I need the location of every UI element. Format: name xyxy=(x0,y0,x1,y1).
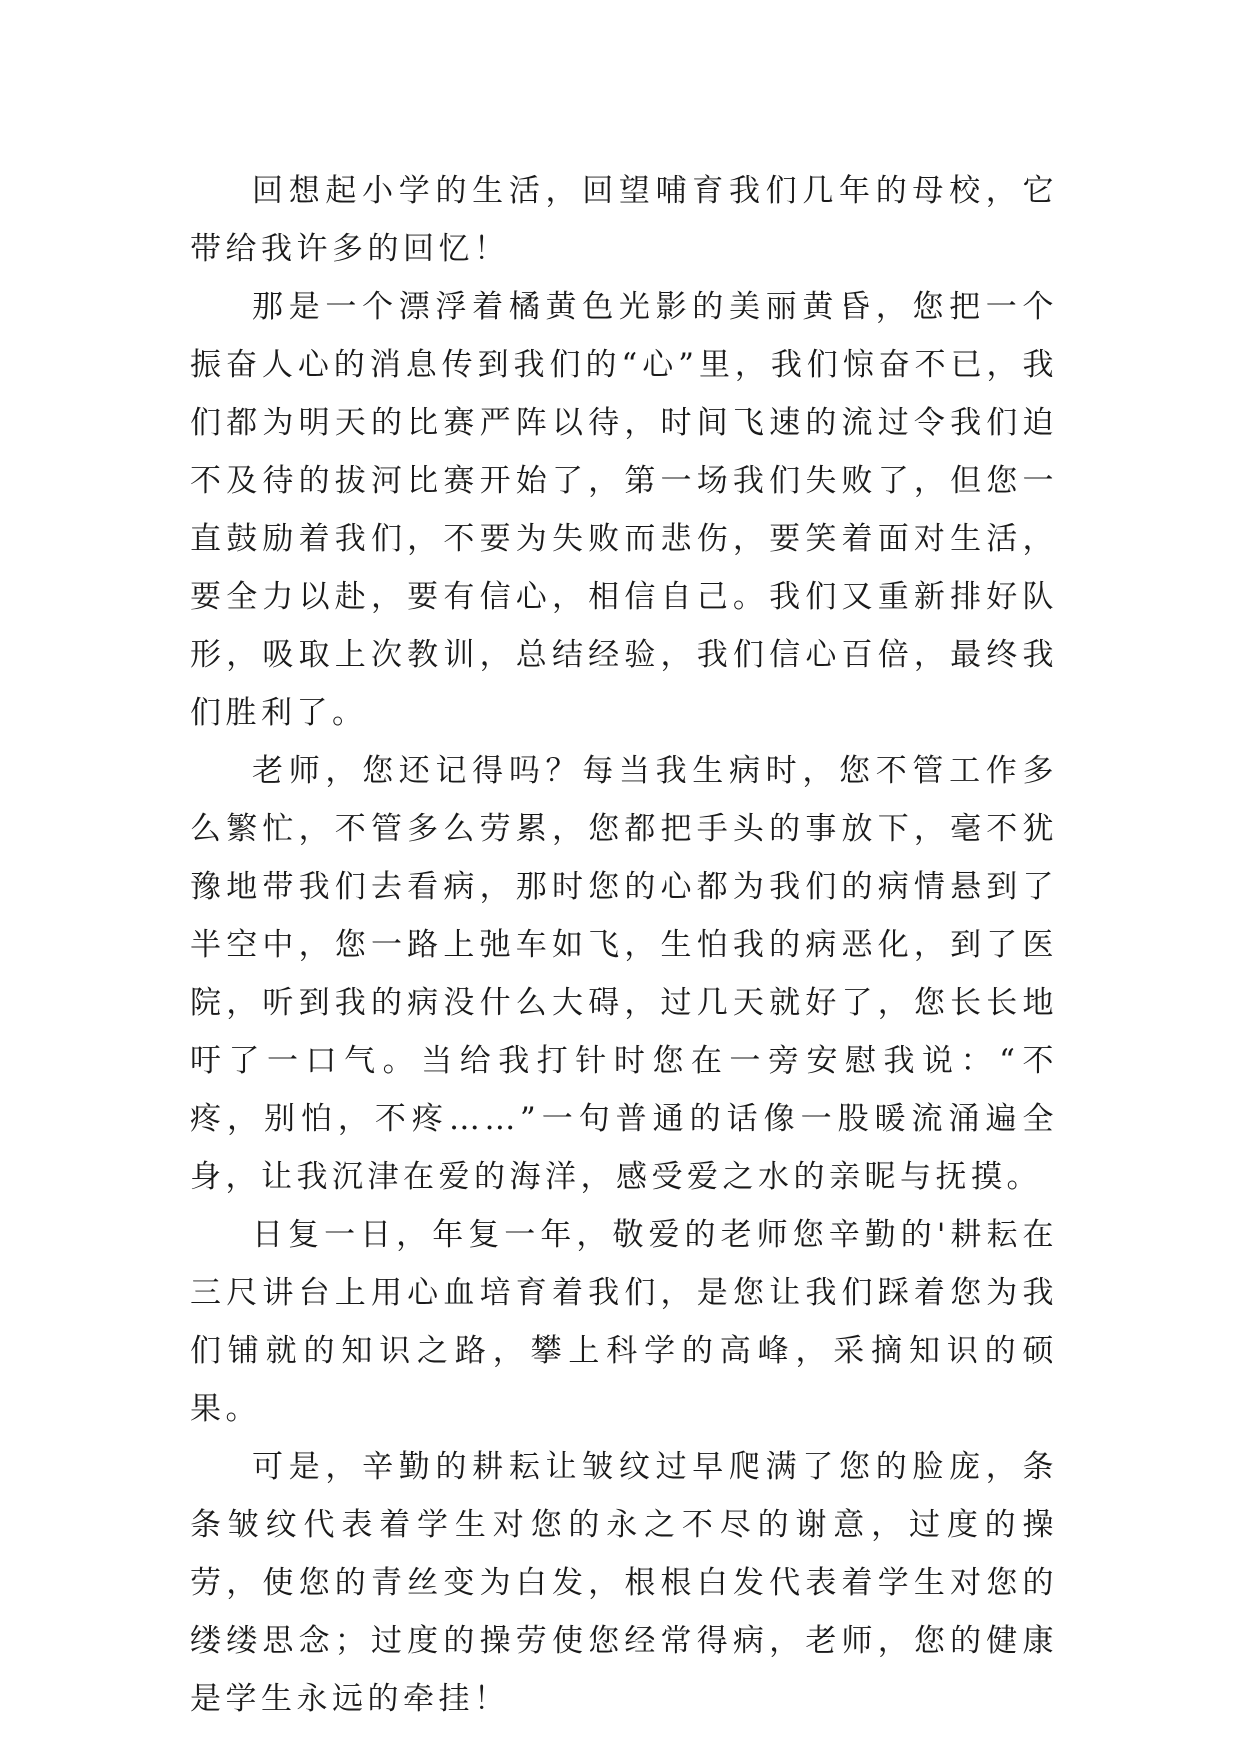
paragraph-1: 回想起小学的生活，回望哺育我们几年的母校，它带给我许多的回忆！ xyxy=(190,173,1058,267)
document-body xyxy=(190,162,1058,1728)
paragraph-5: 可是，辛勤的耕耘让皱纹过早爬满了您的脸庞，条条皱纹代表着学生对您的永之不尽的谢意，过度的操劳，使您的青丝变为白发，根根白发代表着学生对您的缕缕思念；过度的操劳使您经常得病，老师，您的健康是学生永远的牵挂！ xyxy=(190,1449,1058,1717)
paragraph-3: 老师，您还记得吗？每当我生病时，您不管工作多么繁忙，不管多么劳累，您都把手头的事放下，毫不犹豫地带我们去看病，那时您的心都为我们的病情悬到了半空中，您一路上弛车如飞，生怕我的病恶化，到了医院，听到我的病没什么大碍，过几天就好了，您长长地吁了一口气。当给我打针时您在一旁安慰我说：“不疼，别怕，不疼……”一句普通的话像一股暖流涌遍全身，让我沉津在爱的海洋，感受爱之水的亲昵与抚摸。 xyxy=(190,753,1058,1195)
paragraph-2: 那是一个漂浮着橘黄色光影的美丽黄昏，您把一个振奋人心的消息传到我们的“心”里，我们惊奋不已，我们都为明天的比赛严阵以待，时间飞速的流过令我们迫不及待的拔河比赛开始了，第一场我们失败了，但您一直鼓励着我们，不要为失败而悲伤，要笑着面对生活，要全力以赴，要有信心，相信自己。我们又重新排好队形，吸取上次教训，总结经验，我们信心百倍，最终我们胜利了。 xyxy=(190,289,1058,731)
paragraph-4: 日复一日，年复一年，敬爱的老师您辛勤的'耕耘在三尺讲台上用心血培育着我们，是您让我们踩着您为我们铺就的知识之路，攀上科学的高峰，采摘知识的硕果。 xyxy=(190,1217,1058,1427)
